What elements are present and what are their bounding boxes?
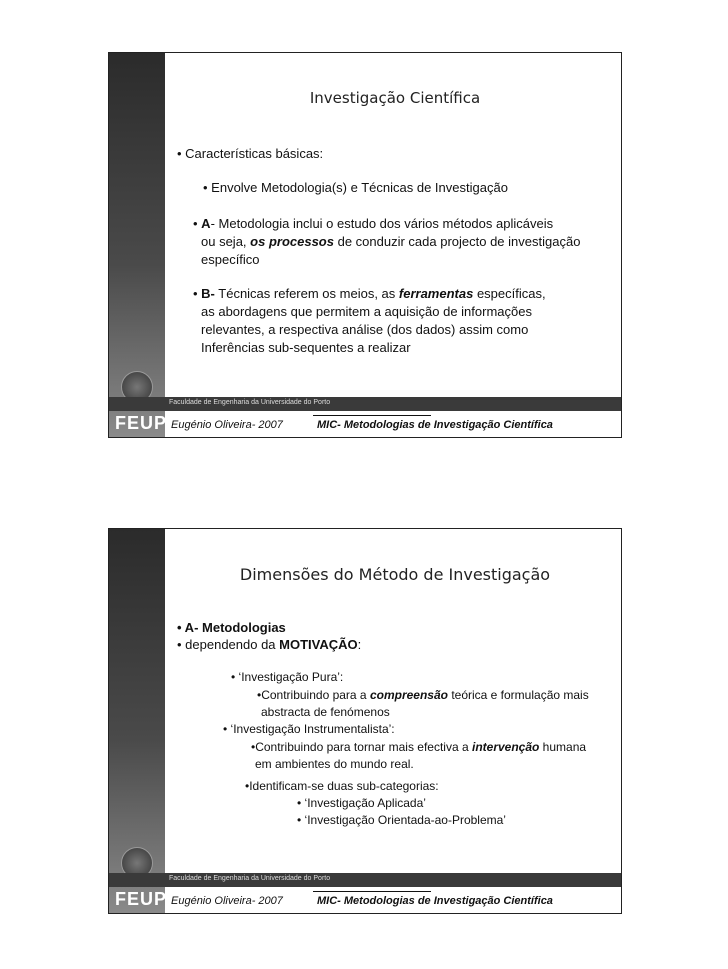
label-b: B- bbox=[201, 286, 215, 301]
slide-title: Dimensões do Método de Investigação bbox=[239, 565, 551, 584]
emphasis: os processos bbox=[250, 234, 334, 249]
emphasis: compreensão bbox=[369, 688, 448, 702]
footer-author: Eugénio Oliveira- 2007 bbox=[171, 419, 283, 431]
faculty-band-text: Faculdade de Engenharia da Universidade do Porto bbox=[169, 399, 331, 406]
text-line: • Características básicas: bbox=[177, 146, 324, 161]
text-line: as abordagens que permitem a aquisição de informações bbox=[201, 304, 532, 319]
text-line: • ‘Investigação Instrumentalista’: bbox=[223, 722, 395, 736]
label-a: A bbox=[201, 216, 211, 231]
emphasis: ferramentas bbox=[398, 286, 474, 301]
text-line: em ambientes do mundo real. bbox=[255, 757, 414, 771]
text-line: abstracta de fenómenos bbox=[261, 705, 390, 719]
text-line: • A- Metodologias bbox=[177, 620, 286, 635]
text-line: • dependendo da MOTIVAÇÃO: bbox=[177, 637, 362, 652]
footer-course: MIC- Metodologias de Investigação Científica bbox=[317, 895, 553, 907]
sidebar-strip bbox=[109, 529, 168, 913]
text-line: •Contribuindo para a compreensão teórica e formulação mais bbox=[257, 688, 589, 702]
footer-course: MIC- Metodologias de Investigação Científica bbox=[317, 419, 553, 431]
text-line: • ‘Investigação Aplicada’ bbox=[297, 796, 426, 810]
text-line: relevantes, a respectiva análise (dos dados) assim como bbox=[201, 322, 529, 337]
slide-title: Investigação Científica bbox=[309, 89, 481, 107]
text-line: • A- Metodologia inclui o estudo dos vários métodos aplicáveis bbox=[193, 216, 554, 231]
footer-divider bbox=[313, 415, 431, 416]
text-line: •Contribuindo para tornar mais efectiva a intervenção humana bbox=[251, 740, 587, 754]
text-line: Inferências sub-sequentes a realizar bbox=[201, 340, 411, 355]
sidebar-strip bbox=[109, 53, 168, 437]
slide-2 bbox=[108, 528, 622, 914]
emphasis: MOTIVAÇÃO bbox=[279, 637, 358, 652]
feup-logo: FEUP bbox=[115, 889, 168, 909]
emphasis: intervenção bbox=[471, 740, 540, 754]
text-line: • ‘Investigação Orientada-ao-Problema’ bbox=[297, 813, 506, 827]
faculty-band bbox=[109, 873, 621, 887]
text-line: ou seja, os processos de conduzir cada projecto de investigação bbox=[201, 234, 581, 249]
faculty-band-text: Faculdade de Engenharia da Universidade do Porto bbox=[169, 875, 331, 882]
feup-logo: FEUP bbox=[115, 413, 168, 433]
footer-divider bbox=[313, 891, 431, 892]
text-line: • Envolve Metodologia(s) e Técnicas de Investigação bbox=[203, 180, 508, 195]
text-line: • B- Técnicas referem os meios, as ferramentas específicas, bbox=[193, 286, 546, 301]
footer-author: Eugénio Oliveira- 2007 bbox=[171, 895, 283, 907]
slide-1 bbox=[108, 52, 622, 438]
text-line: •Identificam-se duas sub-categorias: bbox=[245, 779, 439, 793]
text-line: específico bbox=[201, 252, 260, 267]
faculty-band bbox=[109, 397, 621, 411]
text-line: • ‘Investigação Pura’: bbox=[231, 670, 344, 684]
